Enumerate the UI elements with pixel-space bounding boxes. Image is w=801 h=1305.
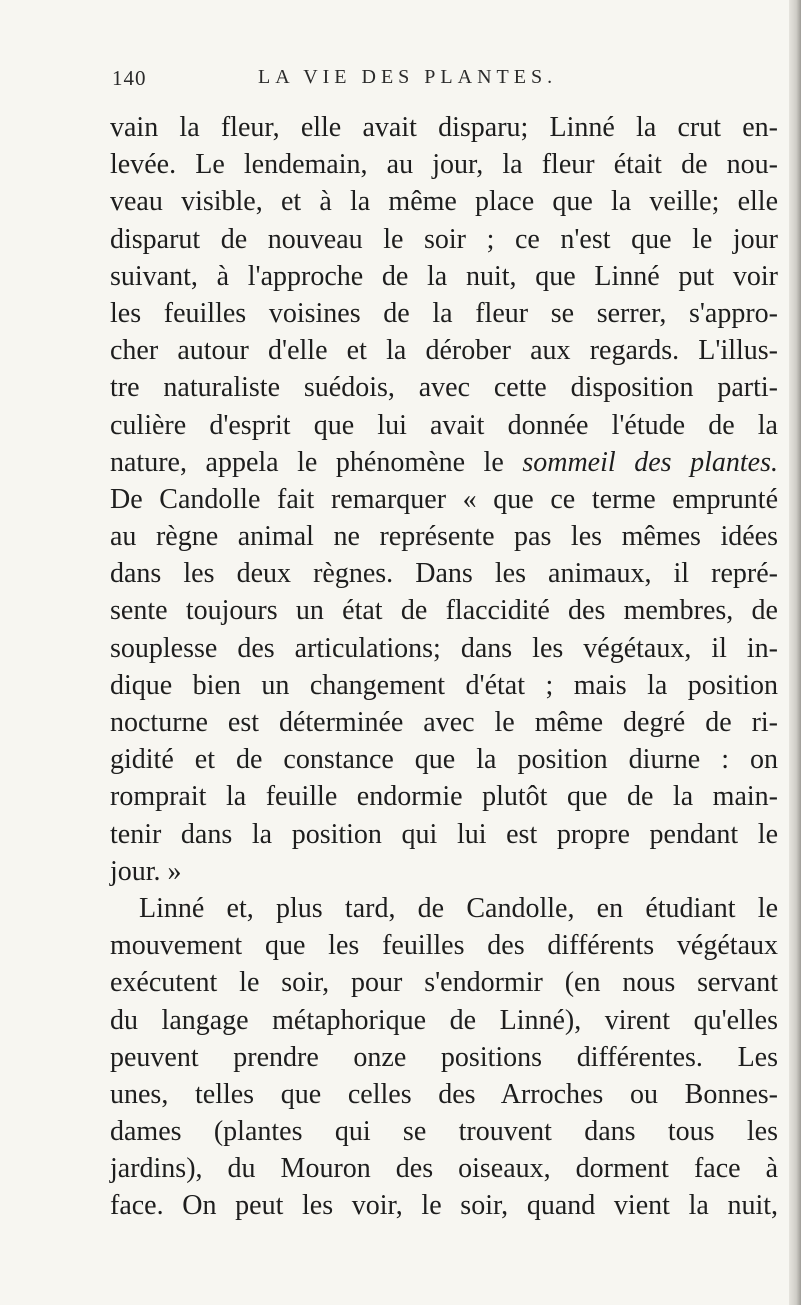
text-line: jardins), du Mouron des oiseaux, dorment face à bbox=[110, 1153, 778, 1185]
text-line: peuvent prendre onze positions différentes. Les bbox=[110, 1041, 778, 1073]
running-head bbox=[112, 66, 780, 92]
text-line: les feuilles voisines de la fleur se serrer, s'appro- bbox=[110, 297, 778, 329]
text-line: tenir dans la position qui lui est propre pendant le bbox=[110, 818, 778, 850]
text-line: unes, telles que celles des Arroches ou Bonnes- bbox=[110, 1078, 778, 1110]
emphasized-term: sommeil des plantes. bbox=[522, 446, 779, 478]
text-line: veau visible, et à la même place que la veille; elle bbox=[110, 186, 778, 218]
text-line: souplesse des articulations; dans les végétaux, il in- bbox=[110, 632, 778, 664]
text-line: tre naturaliste suédois, avec cette disposition parti- bbox=[110, 372, 778, 404]
text-line: disparut de nouveau le soir ; ce n'est que le jour bbox=[110, 223, 778, 255]
text-line: du langage métaphorique de Linné), virent qu'elles bbox=[110, 1004, 778, 1036]
running-title: LA VIE DES PLANTES. bbox=[258, 66, 558, 88]
text-line: dans les deux règnes. Dans les animaux, il repré- bbox=[110, 558, 778, 590]
text-fragment: nature, appela le phénomène le bbox=[110, 446, 523, 478]
text-line-with-emphasis bbox=[110, 444, 778, 481]
text-line: mouvement que les feuilles des différents végétaux bbox=[110, 930, 778, 962]
text-line: sente toujours un état de flaccidité des membres, de bbox=[110, 595, 778, 627]
text-line: dames (plantes qui se trouvent dans tous les bbox=[110, 1116, 778, 1148]
text-line: exécutent le soir, pour s'endormir (en nous servant bbox=[110, 967, 778, 999]
text-line: dique bien un changement d'état ; mais la position bbox=[110, 669, 778, 701]
text-line-paragraph-start: Linné et, plus tard, de Candolle, en étudiant le bbox=[139, 892, 778, 924]
text-line: gidité et de constance que la position diurne : on bbox=[110, 744, 778, 776]
text-line: romprait la feuille endormie plutôt que de la main- bbox=[110, 781, 778, 813]
text-line: face. On peut les voir, le soir, quand vient la nuit, bbox=[110, 1190, 778, 1222]
body-text bbox=[110, 109, 778, 1225]
text-line: cher autour d'elle et la dérober aux regards. L'illus- bbox=[110, 335, 778, 367]
text-line: nocturne est déterminée avec le même degré de ri- bbox=[110, 707, 778, 738]
page-number: 140 bbox=[112, 66, 147, 90]
text-line: au règne animal ne représente pas les mêmes idées bbox=[110, 521, 778, 553]
text-line: vain la fleur, elle avait disparu; Linné la crut en- bbox=[110, 112, 778, 143]
text-line: culière d'esprit que lui avait donnée l'étude de la bbox=[110, 409, 778, 441]
text-line: suivant, à l'approche de la nuit, que Linné put voir bbox=[110, 260, 778, 292]
text-line: levée. Le lendemain, au jour, la fleur était de nou- bbox=[110, 149, 778, 181]
page-edge-shadow bbox=[789, 0, 801, 1305]
paragraph-end-line: jour. » bbox=[110, 855, 182, 887]
text-line: De Candolle fait remarquer « que ce terme emprunté bbox=[110, 483, 778, 515]
